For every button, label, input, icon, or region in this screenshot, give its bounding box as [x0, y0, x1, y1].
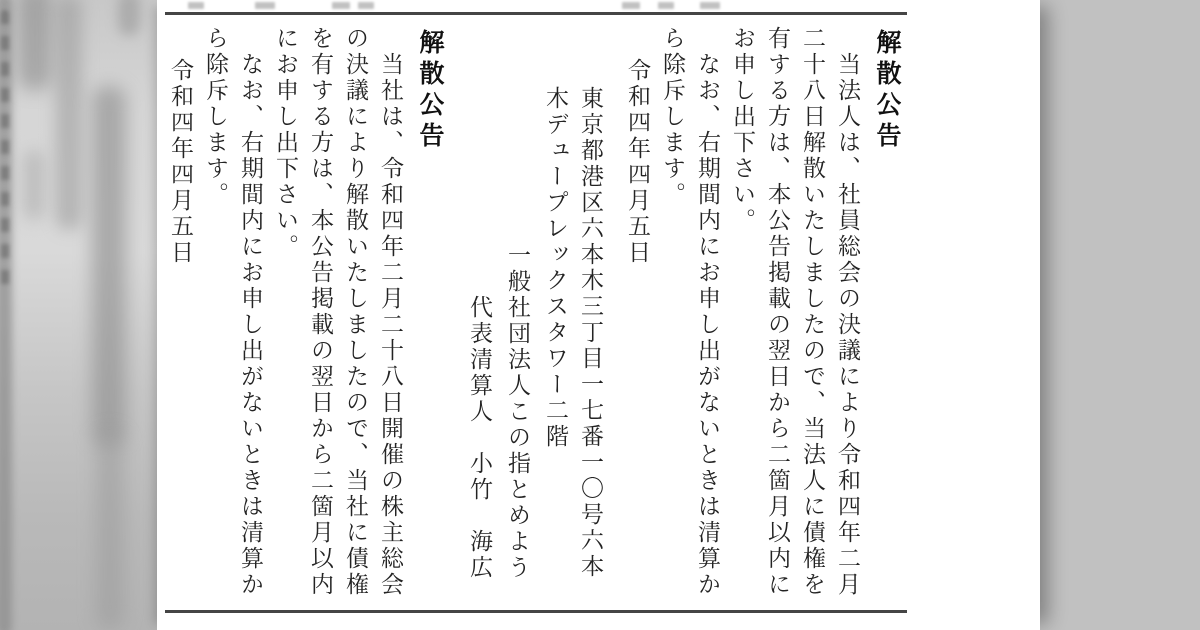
notice-date: 令和四年四月五日 [625, 58, 650, 266]
cropped-text-fragment [255, 2, 275, 9]
blurred-newsprint-smudge [118, 0, 140, 36]
notice-address: 東京都港区六本木三丁目一七番一〇号六本木デュープレックスタワー二階 [543, 86, 603, 580]
cropped-text-fragment [188, 2, 204, 9]
notice-paragraph-1: 当社は、令和四年二月二十八日開催の株主総会の決議により解散いたしましたので、当社に債権を有する方は、本公告掲載の翌日から二箇月以内にお申し出下さい。 [273, 26, 403, 598]
gray-background-panel [1040, 0, 1200, 630]
notice-organization: 一般社団法人この指とめよう [505, 243, 530, 581]
cropped-text-fragment [700, 2, 720, 9]
cropped-text-fragment [658, 2, 674, 9]
blurred-photo-edge [0, 0, 157, 630]
blurred-newsprint-smudge [96, 430, 124, 630]
blurred-newsprint-smudge [1, 10, 9, 290]
blurred-newsprint-smudge [92, 86, 126, 446]
blurred-newsprint-smudge [18, 0, 52, 90]
cropped-text-fragment [358, 2, 374, 9]
notice-paragraph-1: 当法人は、社員総会の決議により令和四年二月二十八日解散いたしましたので、当法人に債権を有する方は、本公告掲載の翌日から二箇月以内にお申し出下さい。 [730, 26, 860, 598]
cropped-text-fragment [622, 2, 640, 9]
notice-heading: 解散公告 [416, 29, 443, 153]
notice-representative: 代表清算人 小竹 海広 [467, 295, 492, 581]
notice-paragraph-2: なお、右期間内にお申し出がないときは清算から除斥します。 [203, 26, 263, 598]
notice-heading: 解散公告 [873, 29, 900, 153]
notice-date: 令和四年四月五日 [168, 58, 193, 266]
cropped-text-fragment [332, 2, 350, 9]
notices-container [169, 26, 905, 599]
dissolution-notice-company [163, 26, 448, 599]
blurred-newsprint-smudge [24, 150, 44, 220]
notice-paragraph-2: なお、右期間内にお申し出がないときは清算から除斥します。 [660, 26, 720, 598]
blurred-newsprint-smudge [56, 0, 82, 230]
dissolution-notice-association [462, 26, 905, 599]
